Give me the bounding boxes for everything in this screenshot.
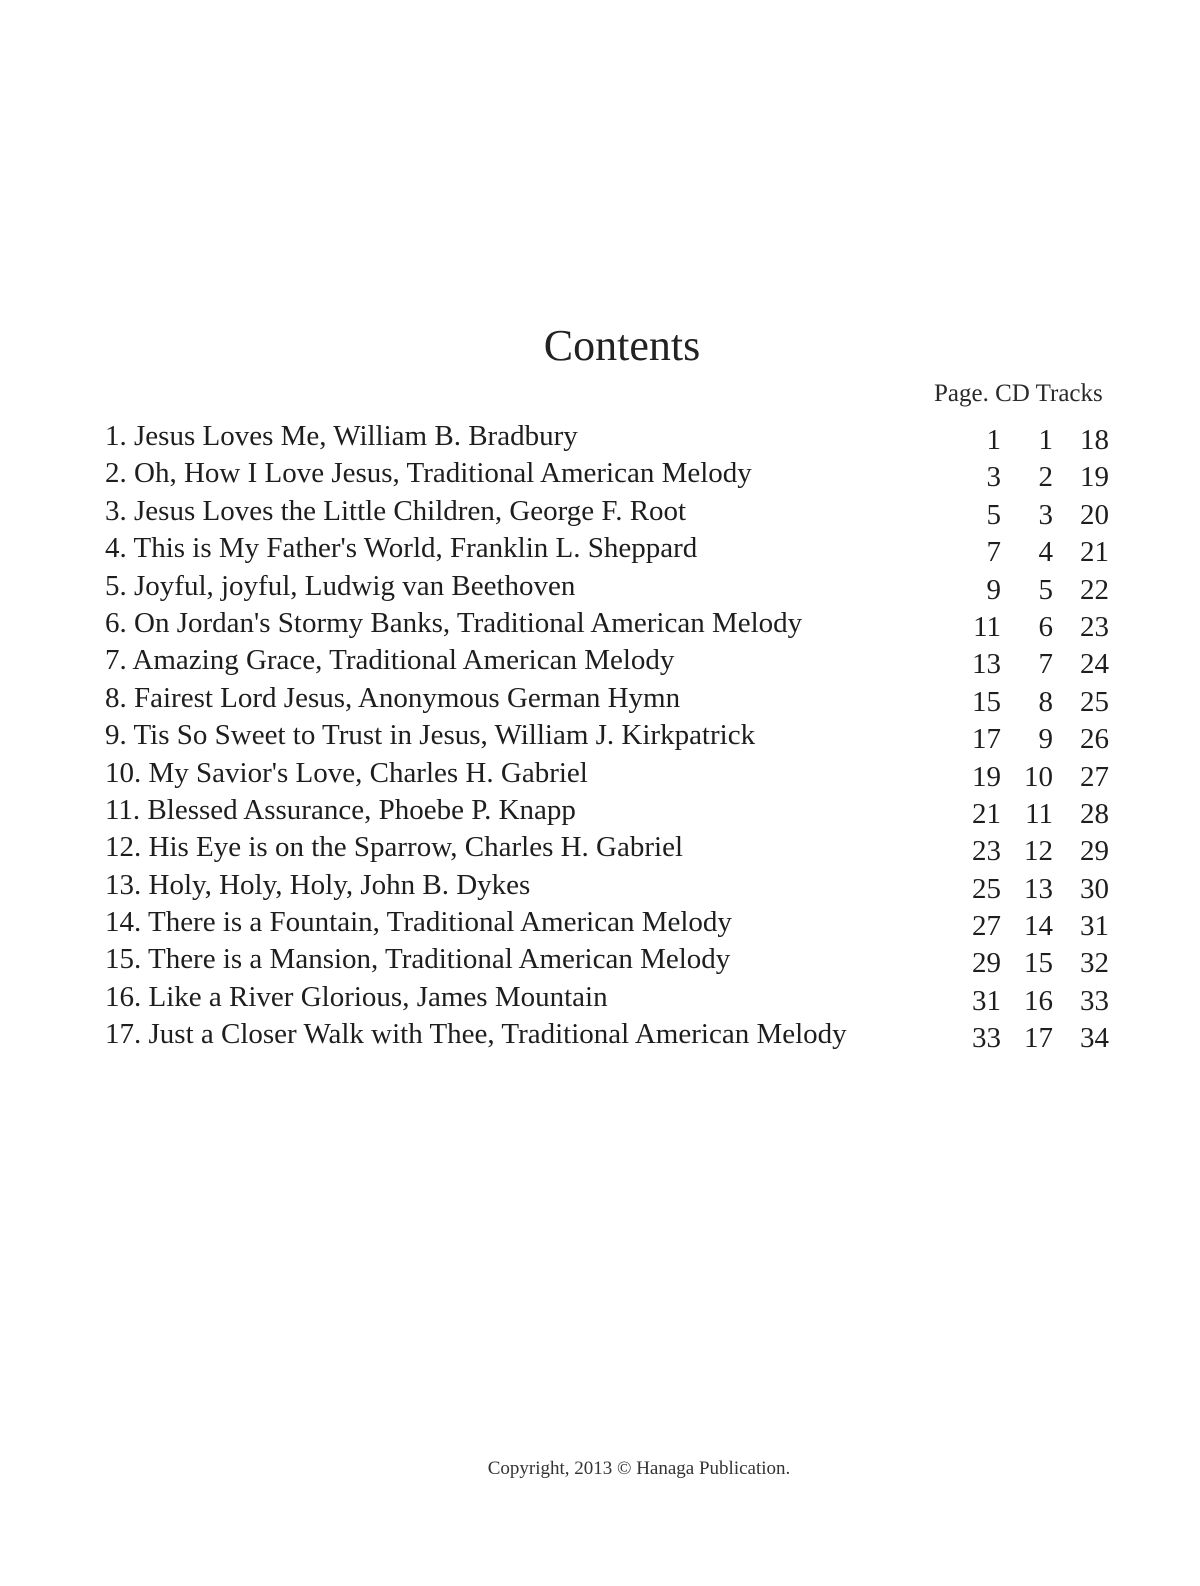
toc-row[interactable] xyxy=(105,979,1115,1016)
toc-track-number: 24 xyxy=(1080,648,1109,681)
toc-cd-number: 9 xyxy=(1038,723,1053,756)
toc-entry-title: 13. Holy, Holy, Holy, John B. Dykes xyxy=(105,869,536,901)
toc-cd-number: 16 xyxy=(1024,984,1053,1017)
toc-track-number: 25 xyxy=(1080,685,1109,718)
toc-entry-title: 10. My Savior's Love, Charles H. Gabriel xyxy=(105,757,594,789)
toc-entry-title: 4. This is My Father's World, Franklin L. Sheppard xyxy=(105,532,703,564)
contents-list xyxy=(105,418,1115,1054)
toc-entry-title: 15. There is a Mansion, Traditional American Melody xyxy=(105,943,736,975)
toc-track-number: 32 xyxy=(1080,947,1109,980)
toc-track-number: 31 xyxy=(1080,910,1109,943)
toc-page-number: 17 xyxy=(972,723,1001,756)
toc-cd-number: 10 xyxy=(1024,760,1053,793)
page-title: Contents xyxy=(543,321,701,370)
toc-page-number: 27 xyxy=(972,910,1001,943)
toc-page-number: 21 xyxy=(972,797,1001,830)
toc-entry-title: 1. Jesus Loves Me, William B. Bradbury xyxy=(105,420,584,452)
toc-row[interactable] xyxy=(105,418,1115,455)
toc-page-number: 5 xyxy=(986,498,1001,531)
toc-cd-number: 7 xyxy=(1038,648,1053,681)
toc-row[interactable] xyxy=(105,941,1115,978)
toc-row[interactable] xyxy=(105,867,1115,904)
toc-entry-title: 8. Fairest Lord Jesus, Anonymous German Hymn xyxy=(105,682,686,714)
toc-row[interactable] xyxy=(105,717,1115,754)
toc-entry-title: 12. His Eye is on the Sparrow, Charles H. Gabriel xyxy=(105,831,689,863)
toc-page-number: 13 xyxy=(972,648,1001,681)
toc-entry-title: 7. Amazing Grace, Traditional American Melody xyxy=(105,644,680,676)
toc-row[interactable] xyxy=(105,680,1115,717)
toc-track-number: 18 xyxy=(1080,424,1109,456)
toc-track-number: 34 xyxy=(1080,1022,1109,1055)
toc-page-number: 19 xyxy=(972,760,1001,793)
toc-track-number: 23 xyxy=(1080,610,1109,643)
toc-cd-number: 5 xyxy=(1038,573,1053,606)
toc-track-number: 33 xyxy=(1080,984,1109,1017)
toc-entry-title: 5. Joyful, joyful, Ludwig van Beethoven xyxy=(105,570,581,602)
toc-cd-number: 4 xyxy=(1038,536,1053,569)
toc-row[interactable] xyxy=(105,605,1115,642)
toc-cd-number: 2 xyxy=(1038,461,1053,494)
toc-track-number: 27 xyxy=(1080,760,1109,793)
toc-row[interactable] xyxy=(105,455,1115,492)
toc-page-number: 11 xyxy=(973,610,1001,643)
toc-cd-number: 6 xyxy=(1038,610,1053,643)
toc-entry-title: 16. Like a River Glorious, James Mountain xyxy=(105,981,614,1013)
toc-entry-title: 2. Oh, How I Love Jesus, Traditional American Melody xyxy=(105,457,758,489)
toc-page-number: 1 xyxy=(986,424,1001,456)
toc-track-number: 19 xyxy=(1080,461,1109,494)
toc-row[interactable] xyxy=(105,792,1115,829)
toc-entry-title: 11. Blessed Assurance, Phoebe P. Knapp xyxy=(105,794,582,826)
toc-entry-title: 9. Tis So Sweet to Trust in Jesus, William J. Kirkpatrick xyxy=(105,719,761,751)
toc-track-number: 30 xyxy=(1080,872,1109,905)
toc-cd-number: 11 xyxy=(1025,797,1053,830)
toc-row[interactable] xyxy=(105,493,1115,530)
toc-cd-number: 12 xyxy=(1024,835,1053,868)
toc-row[interactable] xyxy=(105,642,1115,679)
column-headers: Page. CD Tracks xyxy=(934,380,1103,407)
toc-cd-number: 3 xyxy=(1038,498,1053,531)
toc-cd-number: 8 xyxy=(1038,685,1053,718)
toc-page-number: 29 xyxy=(972,947,1001,980)
toc-track-number: 28 xyxy=(1080,797,1109,830)
toc-cd-number: 14 xyxy=(1024,910,1053,943)
toc-cd-number: 15 xyxy=(1024,947,1053,980)
copyright-notice: Copyright, 2013 © Hanaga Publication. xyxy=(487,1458,791,1479)
toc-track-number: 29 xyxy=(1080,835,1109,868)
toc-page-number: 7 xyxy=(986,536,1001,569)
toc-track-number: 26 xyxy=(1080,723,1109,756)
toc-cd-number: 1 xyxy=(1038,424,1053,456)
toc-track-number: 20 xyxy=(1080,498,1109,531)
toc-entry-title: 3. Jesus Loves the Little Children, George F. Root xyxy=(105,495,692,527)
toc-row[interactable] xyxy=(105,568,1115,605)
toc-page-number: 3 xyxy=(986,461,1001,494)
toc-row[interactable] xyxy=(105,829,1115,866)
toc-page-number: 25 xyxy=(972,872,1001,905)
toc-entry-title: 17. Just a Closer Walk with Thee, Traditional American Melody xyxy=(105,1018,853,1050)
toc-row[interactable] xyxy=(105,530,1115,567)
toc-entry-title: 6. On Jordan's Stormy Banks, Traditional American Melody xyxy=(105,607,808,639)
toc-row[interactable] xyxy=(105,755,1115,792)
toc-page-number: 23 xyxy=(972,835,1001,868)
toc-page-number: 15 xyxy=(972,685,1001,718)
toc-entry-title: 14. There is a Fountain, Traditional American Melody xyxy=(105,906,738,938)
toc-track-number: 22 xyxy=(1080,573,1109,606)
toc-row[interactable] xyxy=(105,904,1115,941)
toc-page-number: 33 xyxy=(972,1022,1001,1055)
toc-row[interactable] xyxy=(105,1016,1115,1053)
toc-page-number: 9 xyxy=(986,573,1001,606)
toc-page-number: 31 xyxy=(972,984,1001,1017)
toc-cd-number: 17 xyxy=(1024,1022,1053,1055)
toc-track-number: 21 xyxy=(1080,536,1109,569)
toc-cd-number: 13 xyxy=(1024,872,1053,905)
